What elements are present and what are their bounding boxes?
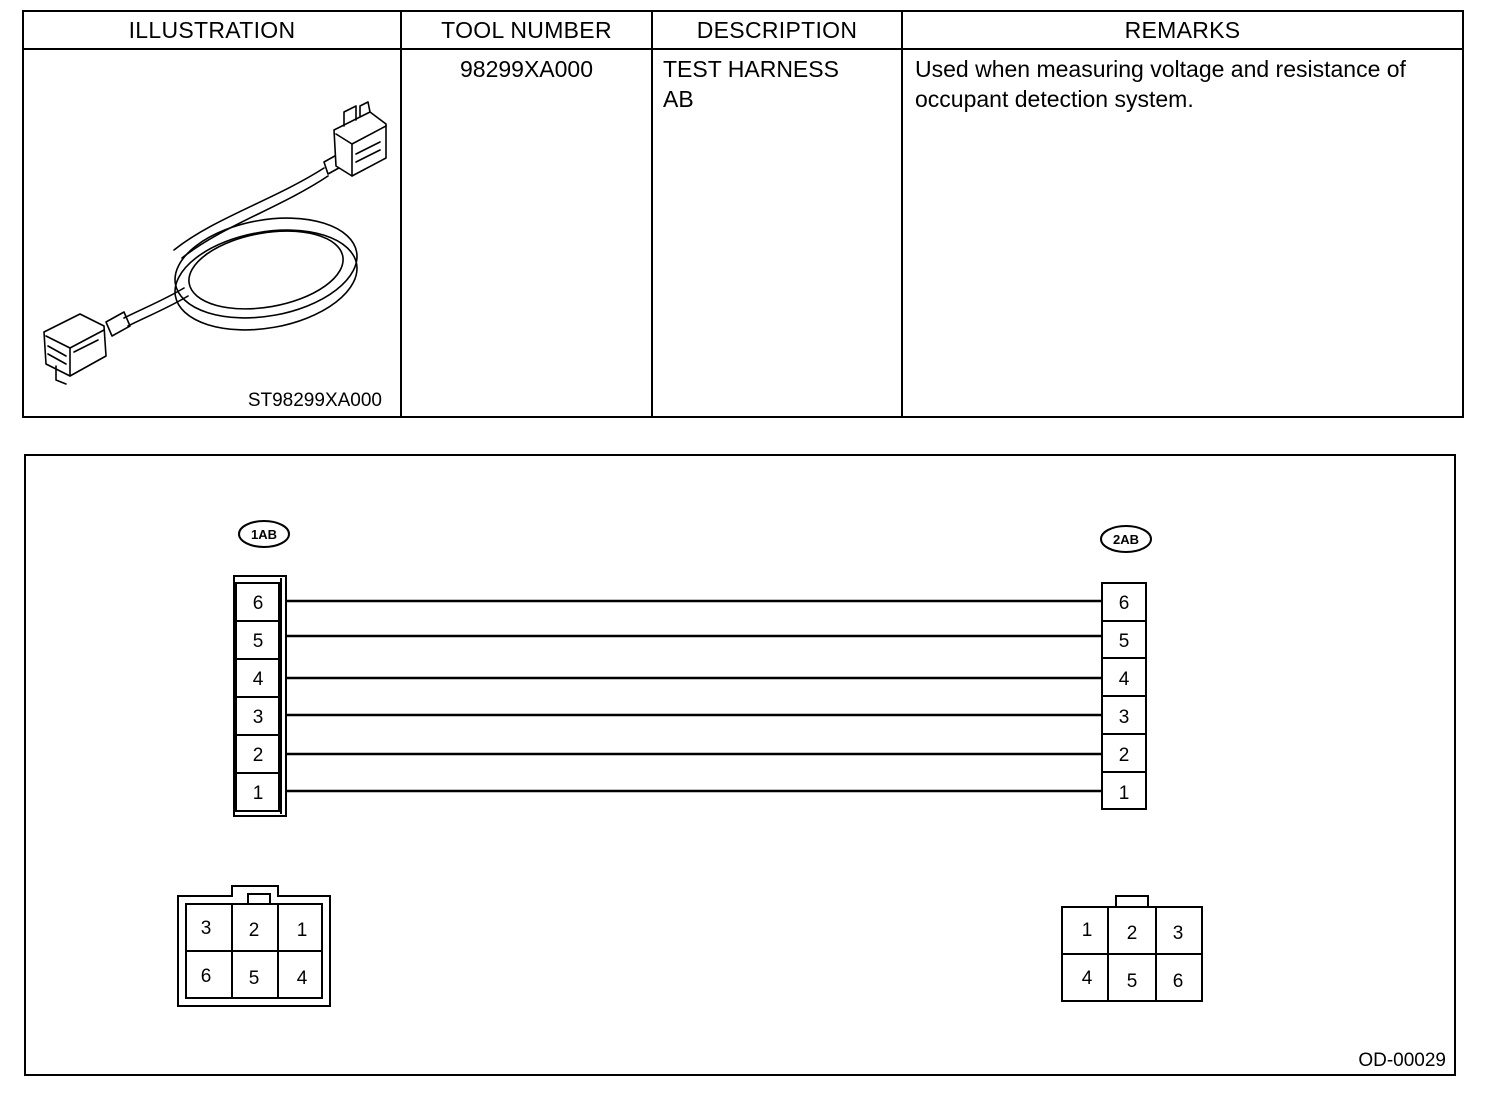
- face-pin-label: 5: [1126, 971, 1138, 992]
- pin-label: 3: [1118, 707, 1130, 728]
- header-description: DESCRIPTION: [652, 11, 902, 49]
- pin-label: 2: [1118, 745, 1130, 766]
- face-pin-label: 3: [200, 918, 212, 939]
- face-pin-label: 1: [1081, 920, 1093, 941]
- connector-2ab-label: 2AB: [1112, 532, 1140, 547]
- pin-label: 1: [252, 783, 264, 804]
- connector-1ab-face: [178, 886, 330, 1006]
- description-line-2: AB: [663, 86, 694, 112]
- connector-2ab-badge: [1101, 526, 1151, 552]
- figure-code: OD-00029: [1358, 1050, 1446, 1071]
- header-tool-number: TOOL NUMBER: [401, 11, 652, 49]
- face-pin-label: 6: [200, 966, 212, 987]
- test-harness-illustration: [24, 50, 400, 414]
- face-pin-label: 6: [1172, 971, 1184, 992]
- pin-label: 3: [252, 707, 264, 728]
- pin-label: 4: [1118, 669, 1130, 690]
- pin-label: 5: [1118, 631, 1130, 652]
- remarks-line-1: Used when measuring voltage and resistance of: [915, 56, 1406, 82]
- connector-1ab-badge: [239, 521, 289, 547]
- illustration-code: ST98299XA000: [247, 390, 382, 411]
- remarks-cell: [902, 49, 1463, 417]
- face-pin-label: 3: [1172, 923, 1184, 944]
- tool-number-cell: 98299XA000: [401, 49, 652, 417]
- wiring-diagram: [26, 456, 1454, 1074]
- connector-2ab-strip: [1102, 583, 1146, 809]
- face-pin-label: 2: [248, 920, 260, 941]
- table-header-row: [23, 11, 1463, 49]
- wire-group: [286, 601, 1102, 791]
- face-pin-label: 4: [1081, 968, 1093, 989]
- face-pin-label: 2: [1126, 923, 1138, 944]
- face-pin-label: 5: [248, 968, 260, 989]
- pin-label: 6: [252, 593, 264, 614]
- description-line-1: TEST HARNESS: [663, 56, 839, 82]
- pin-label: 2: [252, 745, 264, 766]
- illustration-cell: [23, 49, 401, 417]
- pin-label: 4: [252, 669, 264, 690]
- face-pin-label: 4: [296, 968, 308, 989]
- connector-1ab-strip: [234, 576, 286, 816]
- connector-1ab-label: 1AB: [250, 527, 278, 542]
- face-pin-label: 1: [296, 920, 308, 941]
- wiring-schematic: [24, 454, 1456, 1076]
- pin-label: 5: [252, 631, 264, 652]
- description-cell: [652, 49, 902, 417]
- header-illustration: ILLUSTRATION: [23, 11, 401, 49]
- header-remarks: REMARKS: [902, 11, 1463, 49]
- pin-label: 1: [1118, 783, 1130, 804]
- remarks-line-2: occupant detection system.: [915, 86, 1194, 112]
- special-tool-table: [22, 10, 1464, 418]
- pin-label: 6: [1118, 593, 1130, 614]
- table-row: [23, 49, 1463, 417]
- connector-2ab-face: [1062, 896, 1202, 1001]
